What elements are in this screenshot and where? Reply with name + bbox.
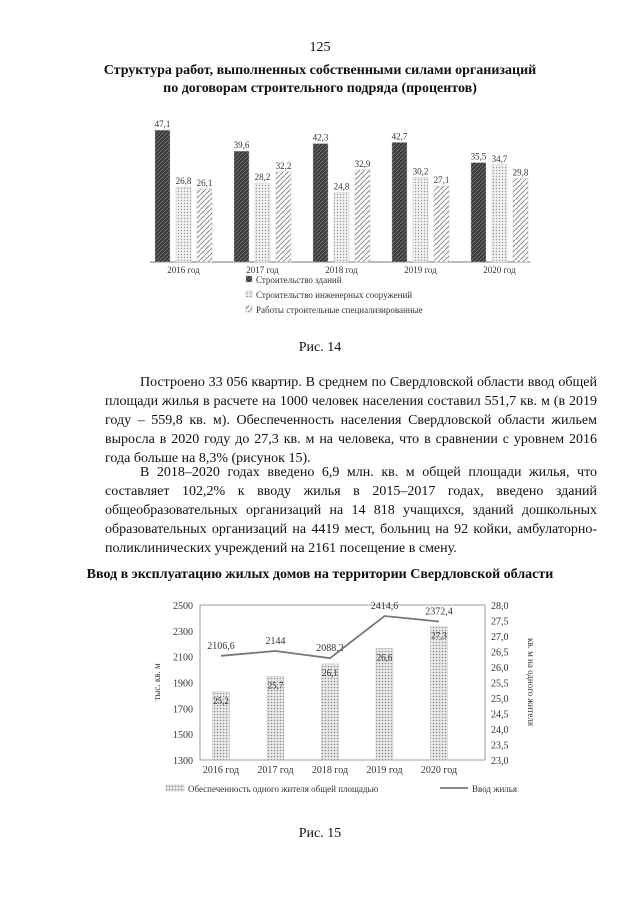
chart1-legend-label: Строительство зданий [256,275,342,285]
chart2-right-tick: 25,5 [491,678,509,690]
chart2-line-label: 2372,4 [425,606,453,618]
work-structure-chart [0,100,640,330]
chart1-bar [434,186,449,262]
chart1-bar [492,165,507,262]
chart2-category-label: 2020 год [420,765,458,776]
chart1-bar [355,170,370,262]
chart1-data-label: 32,9 [354,158,371,169]
chart2-line-label: 2106,6 [207,640,235,652]
chart2-category-label: 2019 год [366,765,403,776]
figure14-title-line1: Структура работ, выполненных собственными силами организаций [103,63,537,78]
chart1-bar [155,130,170,262]
chart2-right-tick: 28,0 [491,601,509,612]
chart2-right-tick: 23,5 [491,740,509,752]
chart1-data-label: 42,3 [312,132,329,143]
figure14-title-line2: по договорам строительного подряда (процентов) [163,81,477,96]
chart1-data-label: 39,6 [233,140,250,151]
chart2-right-tick: 24,0 [491,725,509,736]
chart1-category-label: 2019 год [404,265,437,275]
chart1-legend-swatch [246,276,252,282]
chart2-left-tick: 2500 [173,601,193,612]
paragraph-1 [105,373,597,468]
chart1-category-label: 2018 год [325,265,358,275]
chart2-legend-line-label: Ввод жилья [472,784,518,794]
chart2-category-label: 2017 год [257,765,294,776]
chart1-bar [197,189,212,262]
paragraph-2 [105,463,597,558]
chart1-category-label: 2017 год [246,265,279,275]
chart1-data-label: 29,8 [512,167,529,178]
chart1-bar [334,193,349,262]
chart2-right-tick: 26,5 [491,647,509,659]
figure15-title: Ввод в эксплуатацию жилых домов на территории Свердловской области [86,567,554,582]
page-number: 125 [309,40,331,55]
chart2-line-label: 2144 [265,635,286,647]
chart1-category-label: 2020 год [483,265,516,275]
chart1-bar [276,172,291,262]
chart2-left-tick: 2300 [173,626,193,638]
housing-commissioning-chart [0,590,640,810]
chart1-bar [176,187,191,262]
chart2-left-tick: 1900 [173,678,193,690]
chart2-right-tick: 27,0 [491,632,509,643]
chart2-bar-label: 27,3 [431,630,447,641]
chart2-bar [322,664,339,760]
chart2-left-tick: 1500 [173,730,193,742]
chart1-data-label: 30,2 [412,166,429,177]
chart1-data-label: 26,8 [175,175,192,186]
chart2-category-label: 2016 год [202,765,240,776]
chart1-bar [413,177,428,262]
chart2-right-tick: 27,5 [491,616,509,628]
chart1-legend-swatch [246,291,252,297]
chart2-right-tick: 26,0 [491,663,509,674]
chart1-legend-swatch [246,306,252,312]
chart1-bar [392,142,407,262]
chart2-left-tick: 2100 [173,652,193,664]
chart1-bar [313,144,328,262]
figure15-caption: Рис. 15 [298,826,342,841]
chart2-right-tick: 23,0 [491,756,509,767]
chart2-line-label: 2414,6 [370,601,399,613]
chart2-bar [431,627,448,760]
chart1-bar [471,163,486,262]
figure14-title [60,62,580,98]
figure14-caption: Рис. 14 [298,340,342,355]
chart1-bar [255,183,270,262]
chart1-legend-label: Строительство инженерных сооружений [256,290,413,300]
chart2-left-tick: 1700 [173,704,193,716]
chart1-bar [513,179,528,262]
chart2-right-tick: 24,5 [491,709,509,721]
chart2-left-axis-label: тыс. кв. м [152,663,162,701]
chart1-data-label: 34,7 [491,153,508,164]
chart2-legend-bar-swatch [166,785,184,791]
chart1-data-label: 26,1 [196,177,213,188]
chart2-right-axis-label: кв. м на одного жителя [526,637,536,727]
chart1-data-label: 47,1 [154,119,171,130]
chart2-bar-label: 26,1 [322,667,338,678]
chart1-data-label: 35,5 [470,151,487,162]
chart2-left-tick: 1300 [173,756,193,767]
chart2-line-label: 2088,2 [316,643,344,655]
chart2-bar-label: 25,7 [267,680,284,691]
chart2-legend-bar-label: Обеспеченность одного жителя общей площадью [188,784,379,794]
chart1-data-label: 27,1 [433,175,450,186]
chart1-legend-label: Работы строительные специализированные [256,305,423,315]
chart2-bar [376,648,393,760]
chart2-bar-label: 25,2 [213,695,229,706]
chart1-category-label: 2016 год [167,265,200,275]
chart1-data-label: 28,2 [254,172,271,183]
chart1-data-label: 42,7 [391,131,408,142]
chart2-category-label: 2018 год [311,765,349,776]
chart2-bar-label: 26,6 [376,652,393,663]
chart1-data-label: 24,8 [333,181,350,192]
paragraph-2-text: В 2018–2020 годах введено 6,9 млн. кв. м общей площади жилья, что составляет 102,2% к вводу жилья в 2015–2017 годах, введено зданий общеобразовательных организаций на 14 818 учащихся, зданий дошкольных образовательных организаций на 4419 мест, больниц на 92 койки, амбулаторно-поликлинических учреждений на 2161 посещение в смену. [105,465,597,556]
chart1-data-label: 32,2 [275,160,292,171]
paragraph-1-text: Построено 33 056 квартир. В среднем по Свердловской области ввод общей площади жилья в расчете на 1000 человек населения составил 551,7 кв. м (в 2019 году – 559,8 кв. м). Обеспеченность населения Свердловской области жильем выросла в 2020 году до 27,3 кв. м на человека, что в сравнении с уровнем 2016 года больше на 8,3% (рисунок 15). [105,375,597,466]
chart1-bar [234,151,249,262]
chart2-right-tick: 25,0 [491,694,509,705]
